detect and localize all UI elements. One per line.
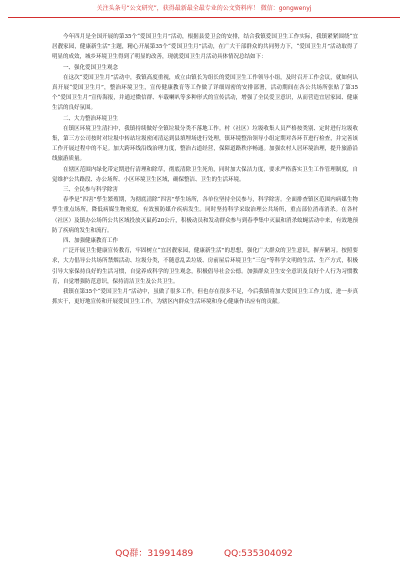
- top-banner: 关注头条号“公文研究”，获得最新最全最专业的公文资料库！ 微信：gongwenyj: [96, 5, 312, 12]
- section-2-paragraph-1: 在镇区环境卫生清扫中，我镇持续做好全镇垃圾分类不落地工作。村（社区）垃圾收集人员严格按类别、定时进行垃圾收集，第三方公司按时对垃圾中转站垃圾密闭清运到县填埋场进行处理，镇环境整治领导小组定期对各环节进行检查，并完善该工作开展过程中的不足。加大跨环线沿线治理力度，整治占道经营，保障道路秩序畅通。加强农村人居环境治理，提升旅游沿线旅游质量。: [52, 125, 358, 163]
- section-heading-4: 四、加强健康教育工作: [63, 238, 119, 245]
- section-3-paragraph: 春季是“四害”孳生繁殖期，为彻底清除“四害”孳生场所，各单位坚持全民参与，科学除害。全面排查镇区范围内病媒生物孳生重点场所，降低病媒生物密度，有效预防媒介疾病发生。同时坚持科学采取治理公共场所，重点部位消毒消杀。在各村（社区）及镇办公场所公共区域投放灭鼠药20公斤，积极动员和发动群众参与到春季集中灭鼠和消杀蚊蝇活动中来，有效地预防了疾病的发生和流行。: [52, 197, 358, 234]
- banner-divider: [8, 17, 400, 18]
- section-2-paragraph-2: 在辖区范围内绿化带定期进行清理和除草，彻底清除卫生死角，同时加大保洁力度，要求严格落实卫生工作管理制度，自觉维护公共路段、办公场所、小区环境卫生区域，确保整洁、卫生的生活环境。: [52, 166, 358, 183]
- section-1-paragraph: 在这次“爱国卫生月”活动中，我镇高度重视，成立由镇长为组长的爱国卫生工作领导小组，及时召开工作会议，就如何认真开展“爱国卫生月”，整治环境卫生，宣传健康教育等工作做了详细周密的安排部署，活动期间在各公共场所张贴了第35个“爱国卫生月”宣传海报，并通过微信群、车载喇叭等多种形式的宣传活动，增强了全民爱卫意识，从而营造宜居家园、健康生活的良好氛围。: [52, 74, 358, 112]
- closing-paragraph: 我镇在第35个“爱国卫生月”活动中，虽做了很多工作，但也存在很多不足，今后我镇将加大爱国卫生工作力度，进一步真抓实干，更好地宣传和开展爱国卫生工作，为辖区内群众生活环境和身心健康作出应有的贡献。: [52, 289, 358, 306]
- section-heading-2: 二、大力整治环境卫生: [63, 115, 119, 122]
- intro-paragraph: 今年四月是全国开展的第35个“爱国卫生月”活动，根据县爱卫会的安排，结合我镇爱国卫生工作实际，我镇紧紧围绕“宜居靓家园，健康新生活”主题，精心开展第35个“爱国卫生月”活动，在广大干部群众的共同努力下，“爱国卫生月”活动取得了明显的成效，城乡环境卫生得到了明显的改善，现就爱国卫生月活动具体情况总结如下：: [52, 34, 358, 61]
- footer-contact: [0, 547, 408, 561]
- section-heading-3: 三、全民参与科学除害: [63, 187, 119, 194]
- qq-group-text: QQ群：31991489: [115, 549, 194, 559]
- section-4-paragraph: 广泛开展卫生健康宣传教育，牢固树立“宜居靓家园，健康新生活”的思想，强化广大群众的卫生意识，摒弃陋习。按照要求，大力倡导公共场所禁烟活动、垃圾分类，不随意乱丢垃圾、房前屋后环境卫生“三包”等科学文明的生活、生产方式，积极引导大家保持良好的生活习惯，自觉养成科学的卫生观念，积极倡导社会公德。加强群众卫生安全意识及良好个人行为习惯教育，自觉增强防范意识，保持清洁卫生及公共卫生。: [52, 248, 358, 285]
- section-heading-1: 一、强化爱国卫生观念: [63, 64, 119, 71]
- qq-text: QQ:535304092: [224, 549, 293, 559]
- document-body: [52, 32, 358, 307]
